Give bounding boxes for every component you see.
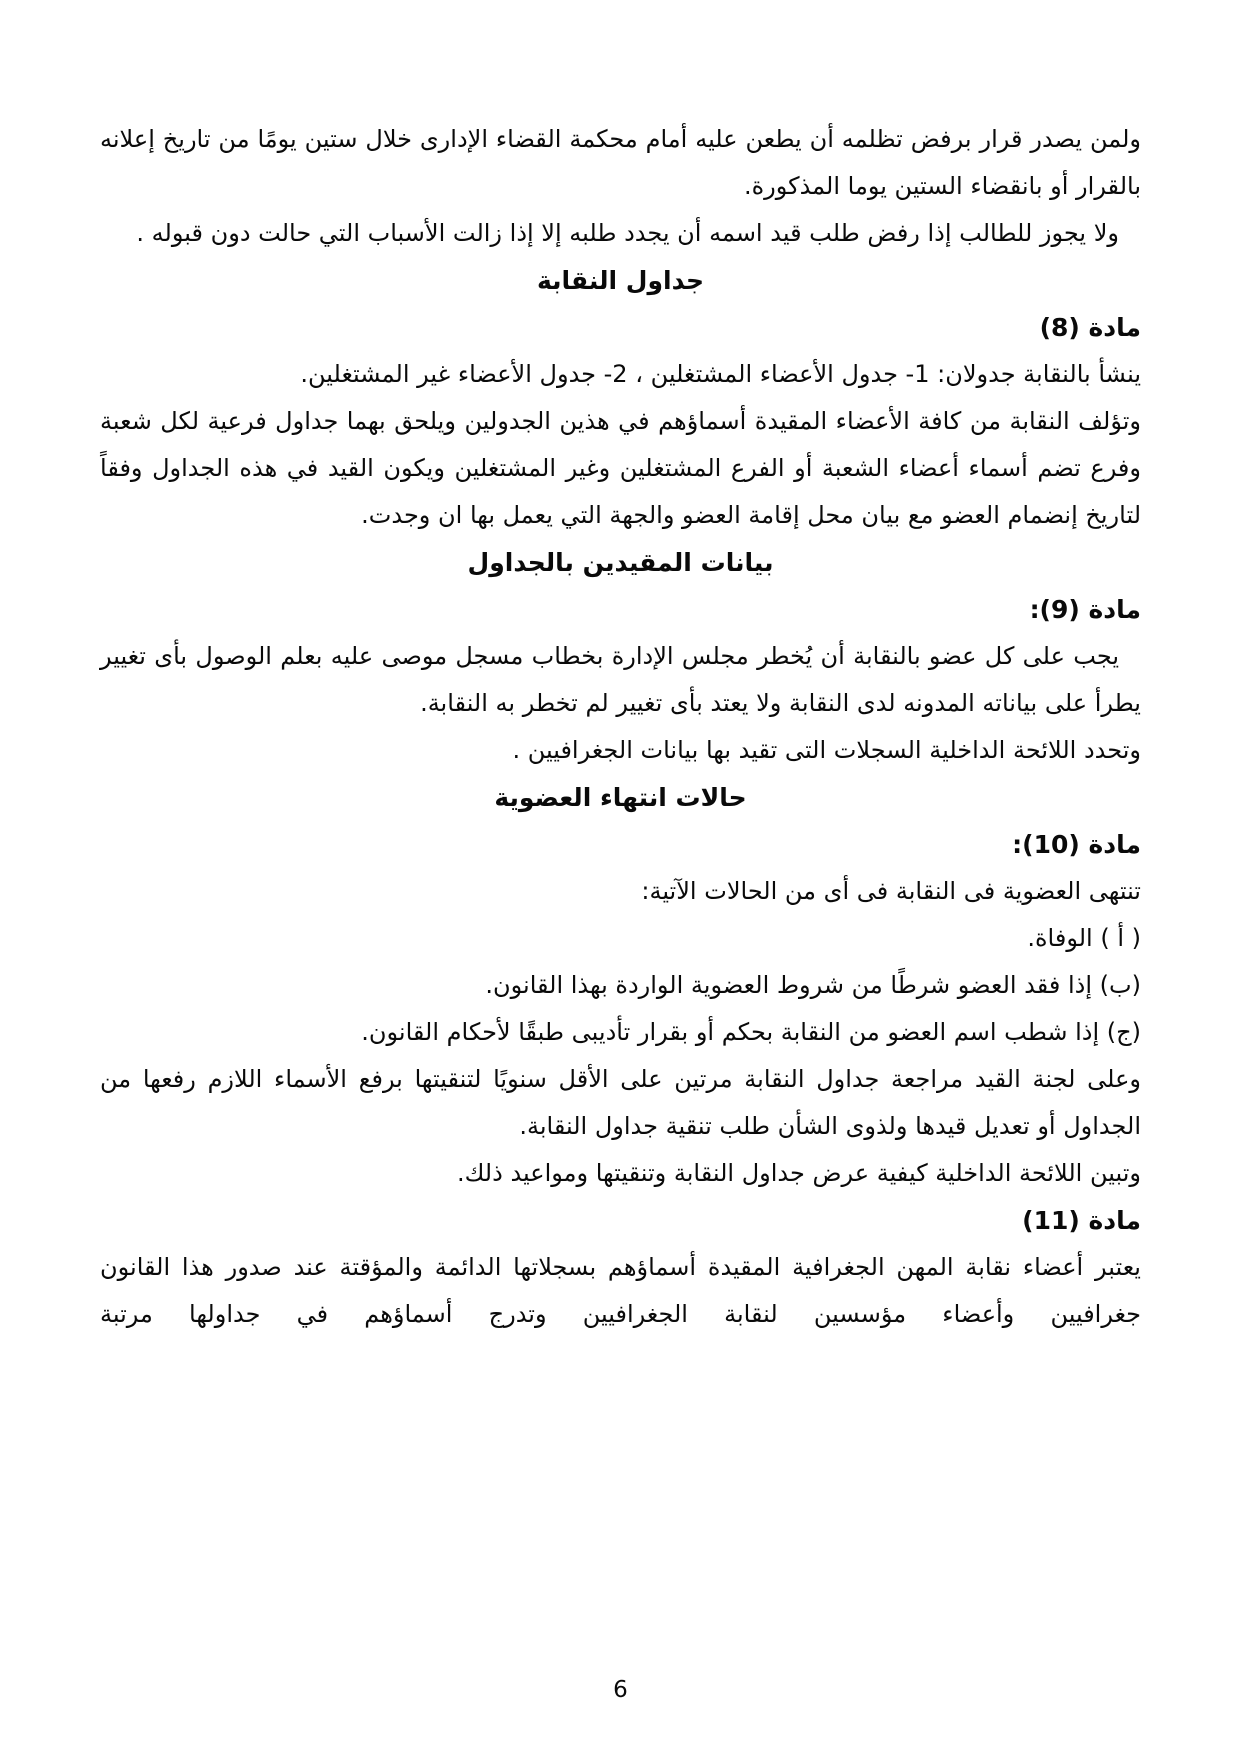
section-heading: جداول النقابة: [536, 266, 705, 295]
article-label: مادة (9):: [1029, 595, 1141, 624]
article-label: مادة (10):: [1012, 830, 1141, 859]
paragraph: يعتبر أعضاء نقابة المهن الجغرافية المقيدة أسماؤهم بسجلاتها الدائمة والمؤقتة عند صدور هذا القانون جغرافيين وأعضاء مؤسسين لنقابة الجغرافيين وتدرج أسماؤهم في جداولها مرتبة: [100, 1253, 1141, 1328]
paragraph: (ج) إذا شطب اسم العضو من النقابة بحكم أو بقرار تأديبى طبقًا لأحكام القانون.: [361, 1018, 1141, 1046]
paragraph: ولمن يصدر قرار برفض تظلمه أن يطعن عليه أمام محكمة القضاء الإدارى خلال ستين يومًا من تاريخ إعلانه بالقرار أو بانقضاء الستين يوما المذكورة.: [100, 125, 1141, 200]
paragraph: ولا يجوز للطالب إذا رفض طلب قيد اسمه أن يجدد طلبه إلا إذا زالت الأسباب التي حالت دون قبوله .: [136, 219, 1119, 247]
paragraph: وعلى لجنة القيد مراجعة جداول النقابة مرتين على الأقل سنويًا لتنقيتها برفع الأسماء اللازم رفعها من الجداول أو تعديل قيدها ولذوى الشأن طلب تنقية جداول النقابة.: [100, 1065, 1141, 1140]
paragraph: يجب على كل عضو بالنقابة أن يُخطر مجلس الإدارة بخطاب مسجل موصى عليه بعلم الوصول بأى تغيير يطرأ على بياناته المدونه لدى النقابة ولا يعتد بأى تغيير لم تخطر به النقابة.: [100, 642, 1141, 717]
paragraph: ينشأ بالنقابة جدولان: 1- جدول الأعضاء المشتغلين ، 2- جدول الأعضاء غير المشتغلين.: [300, 360, 1141, 388]
section-heading: بيانات المقيدين بالجداول: [467, 548, 774, 577]
paragraph: (ب) إذا فقد العضو شرطًا من شروط العضوية الواردة بهذا القانون.: [485, 971, 1141, 999]
paragraph: وتؤلف النقابة من كافة الأعضاء المقيدة أسماؤهم في هذين الجدولين ويلحق بهما جداول فرعية لكل شعبة وفرع تضم أسماء أعضاء الشعبة أو الفرع المشتغلين وغير المشتغلين ويكون القيد في هذه الجداول وفقاً لتاريخ إنضمام العضو مع بيان محل إقامة العضو والجهة التي يعمل بها ان وجدت.: [100, 407, 1141, 529]
paragraph: وتبين اللائحة الداخلية كيفية عرض جداول النقابة وتنقيتها ومواعيد ذلك.: [456, 1159, 1141, 1187]
paragraph: تنتهى العضوية فى النقابة فى أى من الحالات الآتية:: [641, 877, 1141, 905]
paragraph: وتحدد اللائحة الداخلية السجلات التى تقيد بها بيانات الجغرافيين .: [512, 736, 1141, 764]
article-label: مادة (11): [1022, 1206, 1141, 1235]
page-number: 6: [613, 1677, 628, 1703]
section-heading: حالات انتهاء العضوية: [494, 783, 747, 812]
article-label: مادة (8): [1039, 313, 1141, 342]
paragraph: ( أ ) الوفاة.: [1027, 924, 1141, 952]
document-content: [100, 116, 1141, 1338]
